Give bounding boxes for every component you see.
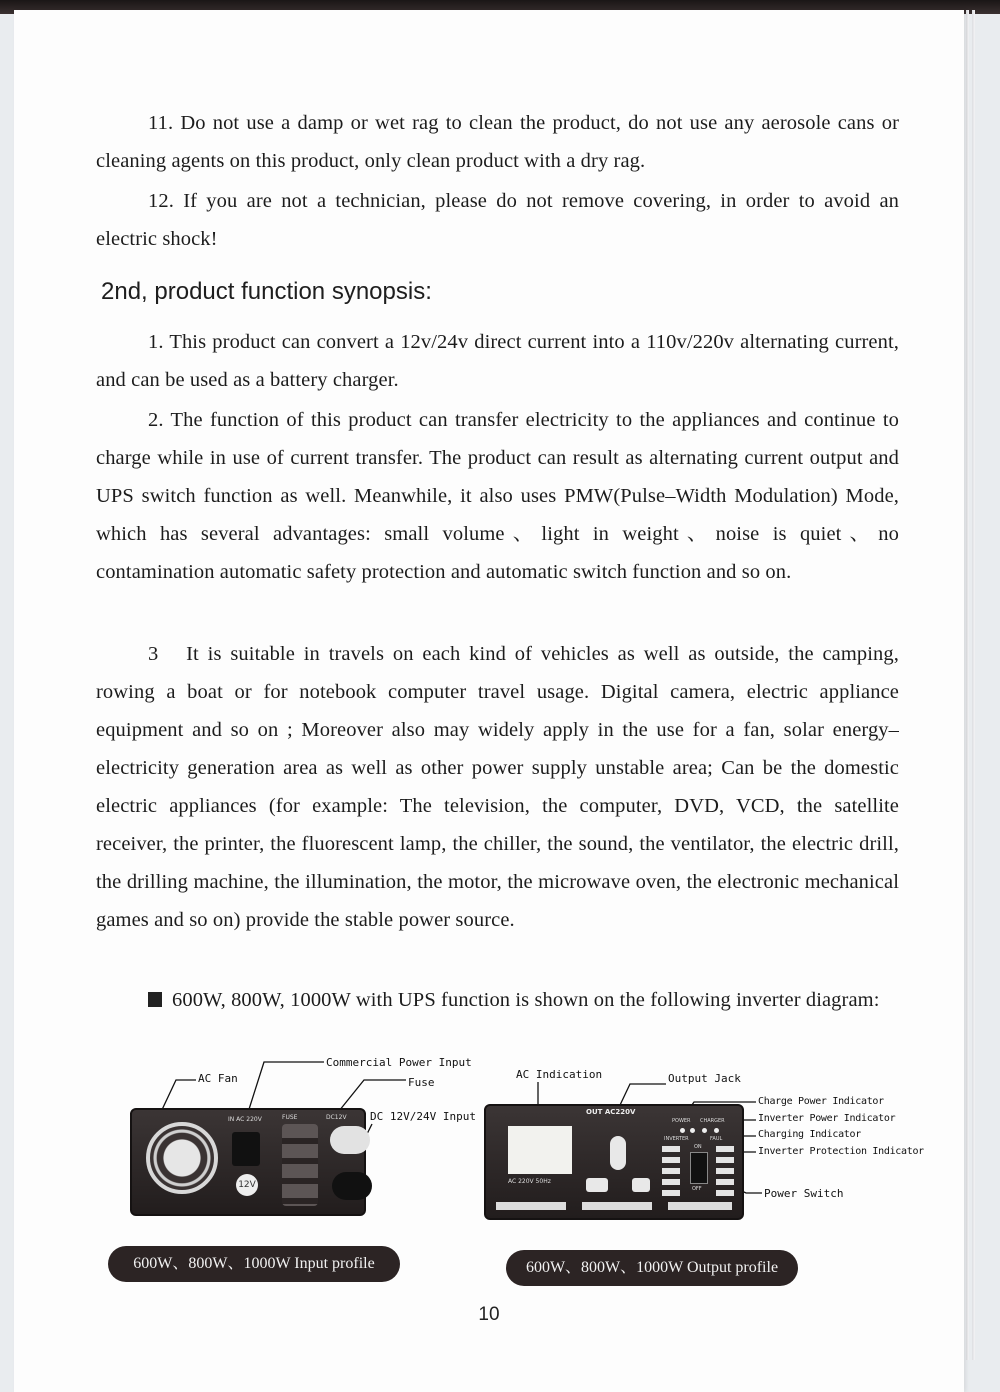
safety-item-12: 12. If you are not a technician, please do not remove covering, in order to avoid an electric shock! bbox=[96, 190, 899, 250]
safety-item-11: 11. Do not use a damp or wet rag to clean the product, do not use any aerosole cans or cleaning agents on this product, only clean product with a dry rag. bbox=[96, 112, 899, 172]
manual-page bbox=[14, 10, 964, 1392]
inverter-protection-led-icon bbox=[714, 1128, 719, 1133]
vent-slots bbox=[662, 1146, 680, 1198]
fan-icon bbox=[146, 1122, 218, 1194]
output-panel bbox=[484, 1104, 744, 1220]
dc-panel-label: DC12V bbox=[326, 1114, 347, 1121]
ac-fan-label: AC Fan bbox=[198, 1072, 238, 1085]
output-socket-icon bbox=[586, 1178, 608, 1192]
dc-terminal-negative-icon bbox=[332, 1172, 372, 1200]
diagram-intro: 600W, 800W, 1000W with UPS function is shown on the following inverter diagram: bbox=[96, 981, 899, 1019]
ac-in-panel-label: IN AC 220V bbox=[228, 1116, 262, 1123]
inverter-power-led-icon bbox=[690, 1128, 695, 1133]
meter-panel-label: AC 220V 50Hz bbox=[508, 1178, 551, 1185]
commercial-power-input-label: Commercial Power Input bbox=[326, 1056, 472, 1069]
square-bullet-icon bbox=[148, 992, 162, 1007]
fuse-label: Fuse bbox=[408, 1076, 435, 1089]
dc-input-label: DC 12V/24V Input bbox=[370, 1110, 476, 1123]
function-item-2: 2. The function of this product can transfer electricity to the appliances and continue to charge while in use of current transfer. The product can result as alternating current output and UPS switch function as well. Meanwhile, it also uses PMW(Pulse–Width Modulation) Mode, which has several advantages: small volume、light in weight、noise is quiet、no contamination automatic safety protection and automatic switch function and so on. bbox=[96, 409, 899, 583]
vent-slots bbox=[716, 1146, 734, 1198]
inverter-protection-indicator-label: Inverter Protection Indicator bbox=[758, 1146, 924, 1157]
function-item-3: 3 It is suitable in travels on each kind of vehicles as well as outside, the camping, rowing a boat or for notebook computer travel usage. Digital camera, electric appliance equipment and so on ; Moreover also may widely apply in the use for a fan, solar energy– electricity generation area as well as other power supply unstable area; Can be the domestic electric appliances (for example: The television, the computer, DVD, VCD, the satellite receiver, the printer, the fluorescent lamp, the chiller, the sound, the ventilator, the electric drill, the drilling machine, the illumination, the motor, the microwave oven, the electronic mechanical games and so on) provide the stable power source. bbox=[96, 643, 899, 931]
output-socket-icon bbox=[632, 1178, 650, 1192]
voltage-badge: 12V bbox=[236, 1174, 258, 1196]
charge-power-led-icon bbox=[680, 1128, 685, 1133]
page-stack-edge bbox=[972, 10, 975, 1360]
section-heading: 2nd, product function synopsis: bbox=[101, 278, 432, 305]
output-profile-diagram bbox=[480, 1050, 924, 1276]
on-panel-label: ON bbox=[694, 1144, 702, 1150]
power-switch-icon bbox=[690, 1152, 708, 1184]
input-profile-diagram bbox=[114, 1040, 494, 1272]
ac-meter-icon bbox=[508, 1126, 572, 1174]
input-panel bbox=[130, 1108, 366, 1216]
inverter-power-indicator-label: Inverter Power Indicator bbox=[758, 1113, 896, 1124]
page-stack-edge bbox=[966, 10, 969, 1360]
fuse-block-icon bbox=[282, 1124, 318, 1206]
fuse-panel-label: FUSE bbox=[282, 1114, 298, 1121]
fault-panel-label: FAUL bbox=[710, 1136, 723, 1142]
output-profile-caption: 600W、800W、1000W Output profile bbox=[506, 1250, 798, 1286]
off-panel-label: OFF bbox=[692, 1186, 702, 1192]
charging-led-icon bbox=[702, 1128, 707, 1133]
input-profile-caption: 600W、800W、1000W Input profile bbox=[108, 1246, 400, 1282]
charging-indicator-label: Charging Indicator bbox=[758, 1129, 861, 1140]
output-jack-label: Output Jack bbox=[668, 1072, 741, 1085]
inverter-panel-label: INVERTER bbox=[664, 1136, 689, 1142]
power-switch-label: Power Switch bbox=[764, 1187, 844, 1200]
vent-slots bbox=[496, 1202, 732, 1210]
output-socket-icon bbox=[610, 1136, 626, 1170]
dc-terminal-positive-icon bbox=[330, 1126, 370, 1154]
page-number: 10 bbox=[478, 1304, 500, 1325]
out-panel-label: OUT AC220V bbox=[586, 1108, 636, 1116]
ac-indication-label: AC Indication bbox=[516, 1068, 603, 1081]
charge-power-indicator-label: Charge Power Indicator bbox=[758, 1096, 884, 1107]
charger-panel-label: CHARGER bbox=[700, 1118, 725, 1124]
function-item-1: 1. This product can convert a 12v/24v direct current into a 110v/220v alternating current, and can be used as a battery charger. bbox=[96, 331, 899, 391]
power-panel-label: POWER bbox=[672, 1118, 691, 1124]
ac-inlet-icon bbox=[232, 1132, 260, 1166]
